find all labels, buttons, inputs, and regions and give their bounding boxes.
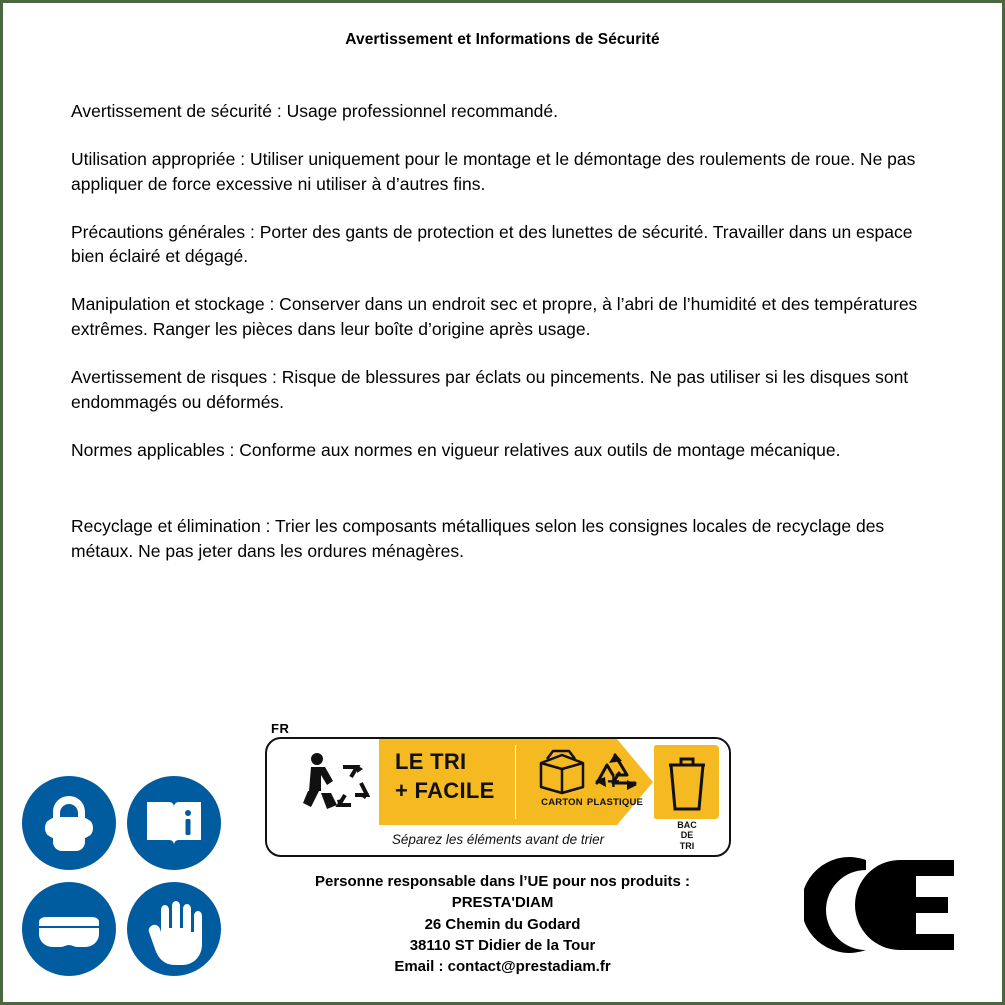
divider-1	[515, 745, 516, 819]
responsible-address-line2: 38110 ST Didier de la Tour	[409, 936, 596, 954]
responsible-address-line1: 26 Chemin du Godard	[424, 915, 581, 933]
paragraph-risk-warning: Avertissement de risques : Risque de blessures par éclats ou pincements. Ne pas utiliser si les disques sont endommagés ou déformés.	[71, 366, 909, 412]
destination-line1: BAC	[677, 820, 697, 830]
ear-protection-icon	[22, 776, 116, 870]
paragraph-applicable-standards: Normes applicables : Conforme aux normes en vigueur relatives aux outils de montage mécanique.	[71, 439, 841, 460]
triman-label-box	[265, 737, 731, 857]
country-code-label: FR	[271, 721, 290, 736]
responsible-company: PRESTA'DIAM	[451, 894, 554, 912]
paragraph-handling-storage: Manipulation et stockage : Conserver dans un endroit sec et propre, à l’abri de l’humidité et des températures extrêmes. Ranger les pièces dans leur boîte d’origine après usage.	[71, 294, 918, 340]
paragraph-recycling-disposal: Recyclage et élimination : Trier les composants métalliques selon les consignes locales de recyclage des métaux. Ne pas jeter dans les ordures ménagères.	[71, 516, 885, 562]
responsible-email: Email : contact@prestadiam.fr	[394, 958, 611, 976]
destination-line2: DE	[680, 830, 694, 841]
material-carton-label: CARTON	[541, 797, 583, 808]
responsible-heading: Personne responsable dans l’UE pour nos produits :	[314, 873, 691, 890]
page-title: Avertissement et Informations de Sécurité	[345, 31, 660, 48]
divider-2	[653, 745, 654, 819]
tri-footer-note: Séparez les éléments avant de trier	[391, 831, 605, 847]
recycling-bin-icon	[661, 749, 713, 815]
tri-headline-line2: + FACILE	[395, 778, 495, 803]
triman-recycling-label	[265, 721, 730, 853]
safety-text-block	[3, 99, 1002, 564]
material-plastic	[573, 747, 657, 808]
material-plastic-label: PLASTIQUE	[586, 797, 644, 808]
read-manual-icon	[127, 776, 221, 870]
material-separator-plus: +	[607, 769, 620, 794]
plastic-recycle-icon	[573, 747, 657, 795]
paragraph-general-precautions: Précautions générales : Porter des gants de protection et des lunettes de sécurité. Travailler dans un espace bien éclairé et dégagé.	[71, 221, 913, 267]
paragraph-proper-use: Utilisation appropriée : Utiliser uniquement pour le montage et le démontage des roulements de roue. Ne pas appliquer de force excessive ni utiliser à d’autres fins.	[71, 148, 916, 194]
tri-headline-line1: LE TRI	[395, 749, 467, 774]
paragraph-safety-warning: Avertissement de sécurité : Usage professionnel recommandé.	[71, 101, 559, 121]
tri-headline	[395, 751, 505, 802]
triman-symbol-icon	[281, 747, 373, 819]
ce-mark-icon	[804, 850, 954, 960]
destination-line3: TRI	[679, 840, 695, 851]
